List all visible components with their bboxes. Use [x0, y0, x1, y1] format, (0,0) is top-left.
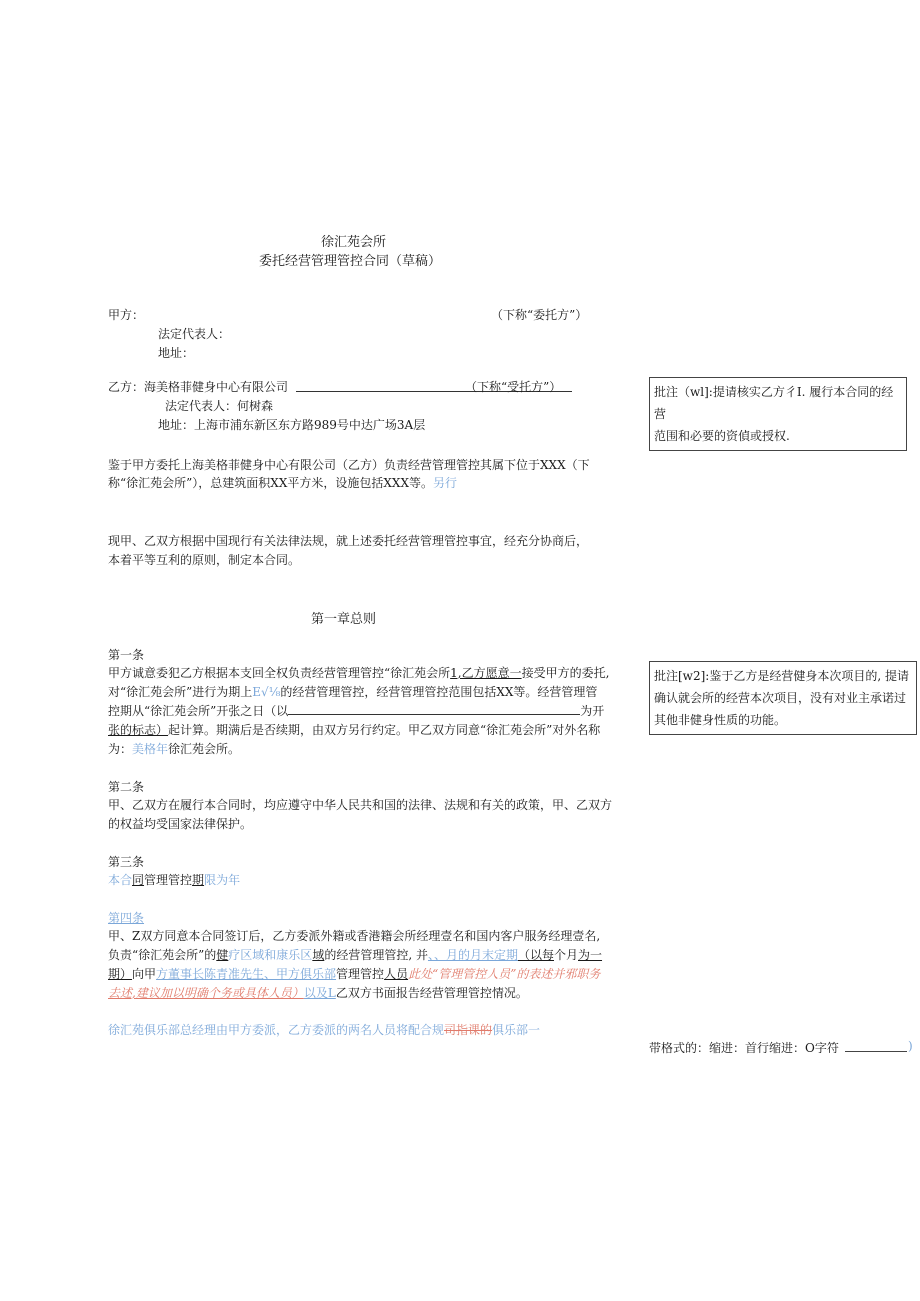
article-2-heading: 第二条 [108, 780, 145, 794]
format-note: 带格式的：缩进：首行缩进：O字符 [649, 1041, 839, 1055]
chapter-heading: 第一章总则 [311, 612, 377, 627]
trailing-paragraph: 徐汇苑俱乐部总经理由甲方委派，乙方委派的两名人员将配合规司指课的俱乐部一 [108, 1023, 541, 1037]
party-b-alias: （下称“受托方”） [465, 380, 562, 394]
document-title: 徐汇苑会所 [321, 235, 387, 250]
comment-text: 确认就会所的经营本次项目，没有对业主承诺过 [654, 691, 907, 705]
article-1-line: 控期从“徐汇苑会所”开张之日（以 为开 [108, 704, 605, 718]
article-1-line: 甲方诚意委犯乙方根据本支回全权负责经营管理管控“徐汇苑会所1,乙方愿意一接受甲方的委托, [108, 666, 610, 680]
article-2-line: 甲、乙双方在履行本合同时，均应遵守中华人民共和国的法律、法规和有关的政策，甲、乙双方 [108, 798, 613, 812]
party-b-rep: 法定代表人：何树森 [165, 399, 274, 413]
document-subtitle: 委托经营管理管控合同（草稿） [259, 254, 442, 269]
party-a-rep: 法定代表人： [158, 327, 231, 341]
comment-text: 范围和必要的资偵或授权. [654, 429, 790, 443]
preamble-line: 本着平等互利的原则，制定本合同。 [108, 553, 301, 567]
article-4-line: 甲、Z双方同意本合同签订后，乙方委派外籍或香港籍会所经理壹名和国内客户服务经理壹名, [108, 929, 601, 943]
article-4-line: 期）向甲方董事长陈青准先生、甲方俱乐部管理管控人员此处“管理管控人员”的表述并邪职务 [108, 967, 601, 981]
article-3-heading: 第三条 [108, 855, 145, 869]
party-b-addr: 地址：上海市浦东新区东方路989号中达广场3A层 [158, 418, 426, 432]
comment-text: 批注[w2]:鉴于乙方是经营健身本次项目的, 提请 [654, 669, 909, 683]
preamble-line: 称“徐汇苑会所”），总建筑面积XX平方米，设施包括XXX等。另行 [108, 476, 458, 490]
article-4-line: 去述,建议加以明确个务或具体人员）以及L乙双方书面报告经营管理管控情况。 [108, 986, 528, 1000]
article-3-line: 本合同管理管控期限为年 [108, 873, 241, 887]
article-1-line: 张的标志）起计算。期满后是否续期，由双方另行约定。甲乙双方同意“徐汇苑会所”对外名称 [108, 723, 601, 737]
comment-text: 批注（wl]:提请核实乙方彳I. 履行本合同的经营 [654, 385, 894, 421]
article-1-line: 为：美格年徐汇苑会所。 [108, 742, 241, 756]
format-note-leader [845, 1051, 907, 1052]
article-1-heading: 第一条 [108, 648, 145, 662]
comment-balloon-2[interactable] [649, 661, 917, 735]
preamble-line: 现甲、乙双方根据中国现行有关法律法规，就上述委托经营管理管控事宜，经充分协商后， [108, 534, 589, 548]
party-a-label: 甲方： [108, 308, 145, 322]
party-a-alias: （下称“委托方”） [491, 308, 588, 322]
format-note-end: ) [908, 1039, 913, 1053]
party-b-label: 乙方：海美格菲健身中心有限公司 [108, 380, 289, 394]
preamble-line: 鉴于甲方委托上海美格菲健身中心有限公司（乙方）负责经营管理管控其属下位于XXX（下 [108, 458, 590, 472]
comment-balloon-1[interactable] [649, 377, 907, 451]
article-2-line: 的权益均受国家法律保护。 [108, 817, 253, 831]
article-1-line: 对“徐汇苑会所”进行为期上E√⅛的经营管理管控，经营管理管控范围包括XX等。经营管理管 [108, 685, 598, 699]
comment-text: 其他非健身性质的功能。 [654, 713, 787, 727]
article-4-heading: 第四条 [108, 911, 145, 925]
party-a-addr: 地址： [158, 346, 195, 360]
article-4-line: 负责“徐汇苑会所”的健疗区域和康乐区域的经营管理管控, 并、、月的月末定期（以每个月为一 [108, 948, 603, 962]
